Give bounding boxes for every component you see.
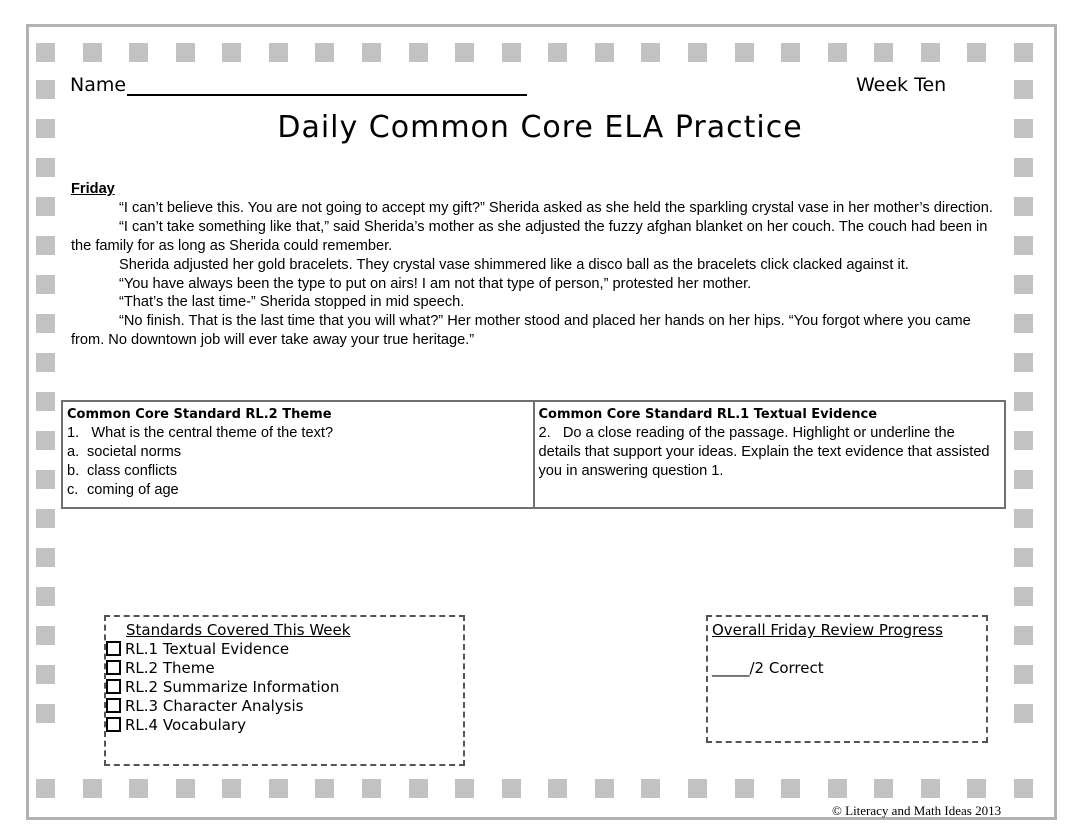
border-square (409, 779, 428, 798)
border-square (36, 314, 55, 333)
border-square (781, 779, 800, 798)
border-square (36, 779, 55, 798)
border-square (362, 779, 381, 798)
border-square (1014, 275, 1033, 294)
border-square (1014, 314, 1033, 333)
border-square (1014, 197, 1033, 216)
day-label: Friday (71, 181, 115, 197)
passage-paragraph: Sherida adjusted her gold bracelets. They crystal vase shimmered like a disco ball as the bracelets click clacked against it. (119, 256, 909, 273)
border-square (36, 275, 55, 294)
border-square (874, 779, 893, 798)
page-title: Daily Common Core ELA Practice (277, 110, 803, 145)
checkbox-icon[interactable] (106, 641, 121, 656)
border-square (36, 431, 55, 450)
border-square (641, 779, 660, 798)
border-square (828, 779, 847, 798)
border-square (36, 626, 55, 645)
question-2-cell (533, 402, 1005, 507)
option-letter: c. (67, 482, 79, 498)
border-square (36, 587, 55, 606)
week-label: Week Ten (856, 74, 947, 96)
standard-checkbox-item[interactable] (106, 640, 289, 658)
copyright-footer: © Literacy and Math Ideas 2013 (832, 803, 1002, 818)
border-square (1014, 43, 1033, 62)
border-square (269, 779, 288, 798)
border-square (409, 43, 428, 62)
border-square (315, 43, 334, 62)
option-text: class conflicts (87, 463, 178, 479)
border-square (548, 779, 567, 798)
border-square (1014, 158, 1033, 177)
question-1-prompt (67, 424, 529, 443)
passage-paragraph: “I can’t believe this. You are not going to accept my gift?” Sherida asked as she held the sparkling crystal vase in her mother’s direction. (119, 199, 993, 216)
reading-passage (71, 180, 1001, 350)
border-square (1014, 392, 1033, 411)
standard-checkbox-item[interactable] (106, 678, 339, 696)
border-square (1014, 470, 1033, 489)
border-square (36, 392, 55, 411)
border-square (595, 43, 614, 62)
progress-title: Overall Friday Review Progress (712, 621, 943, 639)
border-square (688, 43, 707, 62)
checkbox-icon[interactable] (106, 679, 121, 694)
answer-option-a[interactable] (67, 443, 529, 462)
border-square (1014, 665, 1033, 684)
passage-paragraph: “I can’t take something like that,” said Sherida’s mother as she adjusted the fuzzy afghan blanket on her couch. The couch had been in the family for as long as Sherida could remember. (71, 218, 988, 254)
border-square (641, 43, 660, 62)
option-text: societal norms (87, 444, 182, 460)
border-square (36, 665, 55, 684)
question-2-standard: Common Core Standard RL.1 Textual Evidence (538, 407, 878, 422)
border-square (36, 80, 55, 99)
border-square (1014, 779, 1033, 798)
border-square (1014, 704, 1033, 723)
border-square (735, 43, 754, 62)
border-square (688, 779, 707, 798)
option-letter: b. (67, 463, 80, 479)
questions-table (61, 400, 1006, 509)
border-square (315, 779, 334, 798)
border-square (36, 43, 55, 62)
border-square (967, 43, 986, 62)
border-square (1014, 353, 1033, 372)
border-square (967, 779, 986, 798)
border-square (735, 779, 754, 798)
border-square (129, 779, 148, 798)
standard-checkbox-item[interactable] (106, 659, 215, 677)
border-square (1014, 548, 1033, 567)
passage-paragraph: “No finish. That is the last time that you will what?” Her mother stood and placed her hands on her hips. “You forgot where you came from. No downtown job will ever take away your true heritage.” (71, 313, 971, 349)
border-square (1014, 431, 1033, 450)
border-square (222, 43, 241, 62)
standard-label: RL.2 Theme (125, 659, 215, 677)
passage-paragraph: “That’s the last time-” Sherida stopped in mid speech. (119, 294, 465, 311)
border-square (921, 43, 940, 62)
standard-label: RL.3 Character Analysis (125, 697, 304, 715)
review-progress-box (706, 615, 988, 743)
border-square (36, 158, 55, 177)
border-square (36, 197, 55, 216)
standard-checkbox-item[interactable] (106, 697, 303, 715)
question-1-standard: Common Core Standard RL.2 Theme (67, 407, 332, 422)
checkbox-icon[interactable] (106, 660, 121, 675)
border-square (269, 43, 288, 62)
border-square (1014, 587, 1033, 606)
border-square (921, 779, 940, 798)
border-square (502, 43, 521, 62)
border-square (502, 779, 521, 798)
question-1-cell (63, 402, 533, 507)
question-1-number: 1. (67, 425, 80, 441)
border-square (1014, 80, 1033, 99)
standards-covered-box (104, 615, 465, 766)
border-square (83, 779, 102, 798)
progress-score[interactable]: _____/2 Correct (712, 659, 824, 677)
question-2-number: 2. (538, 425, 551, 441)
border-square (129, 43, 148, 62)
standard-label: RL.2 Summarize Information (125, 678, 340, 696)
option-text: coming of age (87, 482, 179, 498)
border-square (83, 43, 102, 62)
border-square (455, 779, 474, 798)
standard-checkbox-item[interactable] (106, 716, 246, 734)
border-square (781, 43, 800, 62)
passage-paragraph: “You have always been the type to put on airs! I am not that type of person,” protested her mother. (119, 275, 752, 292)
border-square (36, 509, 55, 528)
checkbox-icon[interactable] (106, 717, 121, 732)
question-1-text: What is the central theme of the text? (91, 425, 334, 441)
border-square (548, 43, 567, 62)
answer-option-c[interactable] (67, 481, 529, 500)
border-square (1014, 236, 1033, 255)
border-square (36, 470, 55, 489)
border-square (595, 779, 614, 798)
name-write-line[interactable] (127, 94, 527, 96)
border-square (455, 43, 474, 62)
border-square (36, 236, 55, 255)
border-square (362, 43, 381, 62)
question-2-text: Do a close reading of the passage. Highlight or underline the details that support your ideas. Explain the text evidence that assisted you in answering question 1. (538, 425, 990, 479)
border-square (176, 779, 195, 798)
standard-label: RL.1 Textual Evidence (125, 640, 290, 658)
border-square (1014, 509, 1033, 528)
standard-label: RL.4 Vocabulary (125, 716, 247, 734)
name-label: Name (70, 74, 127, 96)
border-square (36, 548, 55, 567)
border-square (176, 43, 195, 62)
question-2-prompt (539, 424, 1001, 481)
border-square (828, 43, 847, 62)
checkbox-icon[interactable] (106, 698, 121, 713)
border-square (874, 43, 893, 62)
border-square (222, 779, 241, 798)
border-square (36, 704, 55, 723)
answer-option-b[interactable] (67, 462, 529, 481)
option-letter: a. (67, 444, 80, 460)
standards-title: Standards Covered This Week (126, 621, 351, 639)
border-square (1014, 626, 1033, 645)
border-square (36, 353, 55, 372)
